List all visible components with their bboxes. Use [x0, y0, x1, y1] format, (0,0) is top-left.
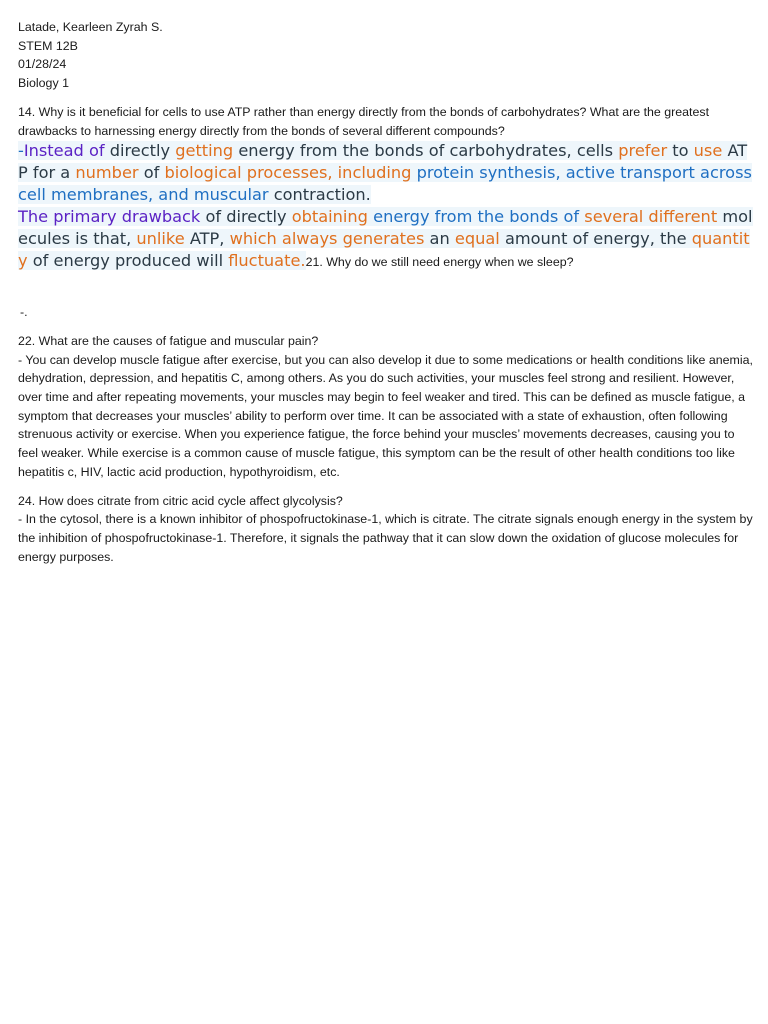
date-label: 01/28/24: [18, 57, 67, 72]
question-22-block: [18, 332, 753, 482]
question-22-text: 22. What are the causes of fatigue and muscular pain?: [18, 333, 319, 348]
answer-segment: several different: [584, 207, 718, 227]
answer-segment: energy from the bonds of: [373, 207, 580, 227]
question-14-answer: [18, 140, 753, 273]
answer-segment: unlike: [136, 229, 185, 249]
answer-segment: prefer: [618, 141, 668, 161]
question-21-answer: -.: [20, 305, 28, 320]
answer-segment: directly: [104, 141, 176, 161]
section-label: STEM 12B: [18, 38, 78, 53]
answer-segment: fluctuate.: [228, 251, 306, 271]
question-24-text: 24. How does citrate from citric acid cycle affect glycolysis?: [18, 493, 343, 508]
answer-segment: ATP for a: [18, 141, 748, 183]
answer-segment: obtaining: [291, 207, 368, 227]
question-21-text: 21. Why do we still need energy when we sleep?: [305, 255, 574, 270]
document-page: [18, 18, 753, 576]
student-name: Latade, Kearleen Zyrah S.: [18, 20, 163, 34]
answer-segment: of energy produced will: [27, 251, 229, 271]
answer-segment: contraction.: [268, 185, 371, 205]
answer-segment: quantity: [18, 229, 750, 271]
subject-label: Biology 1: [18, 76, 69, 91]
answer-segment: getting: [175, 141, 234, 161]
answer-segment: biological processes, including: [164, 163, 412, 183]
answer-segment: molecules is that,: [18, 207, 753, 249]
answer-segment: Instead of: [23, 141, 105, 161]
answer-segment: equal: [454, 229, 500, 249]
question-24-answer: - In the cytosol, there is a known inhibitor of phospofructokinase-1, which is citrate. The citrate signals enough energy in the system by the inhibition of phospofructokinase-1. Therefore, it signals the pathway that it can slow down the oxidation of glucose molecules for energy purposes.: [18, 512, 753, 564]
answer-segment: ATP,: [184, 229, 230, 249]
answer-segment: use: [693, 141, 723, 161]
answer-segment: The primary drawback: [18, 207, 201, 227]
document-header: [18, 18, 753, 93]
answer-segment: an: [424, 229, 455, 249]
answer-segment: of directly: [200, 207, 292, 227]
question-14-text: 14. Why is it beneficial for cells to use ATP rather than energy directly from the bonds of carbohydrates? What are the greatest drawbacks to harnessing energy directly from the bonds of several different compounds?: [18, 104, 710, 138]
answer-segment: amount of energy, the: [499, 229, 692, 249]
answer-segment: which always generates: [229, 229, 425, 249]
answer-segment: energy from the bonds of carbohydrates, cells: [233, 141, 619, 161]
answer-segment: of: [138, 163, 165, 183]
answer-segment: to: [667, 141, 694, 161]
question-24-block: [18, 492, 753, 567]
answer-segment: number: [75, 163, 139, 183]
answer-segment: -: [18, 141, 24, 161]
question-14-block: [18, 103, 753, 273]
answer-segment: protein synthesis, active transport across cell membranes, and muscular: [18, 163, 752, 205]
question-22-answer: - You can develop muscle fatigue after exercise, but you can also develop it due to some medications or health conditions like anemia, dehydration, depression, and hepatitis C, among others. As you do such activities, your muscles feel strong and resilient. However, over time and after repeating movements, your muscles may begin to feel weaker and tired. This can be defined as muscle fatigue, a symptom that decreases your muscles’ ability to perform over time. It can be associated with a state of exhaustion, often following strenuous activity or exercise. When you experience fatigue, the force behind your muscles’ movements decreases, causing you to feel weaker. While exercise is a common cause of muscle fatigue, this symptom can be the result of other health conditions too like hepatitis c, HIV, lactic acid production, hypothyroidism, etc.: [18, 352, 753, 479]
answer-14-paragraph-1: [18, 141, 752, 204]
